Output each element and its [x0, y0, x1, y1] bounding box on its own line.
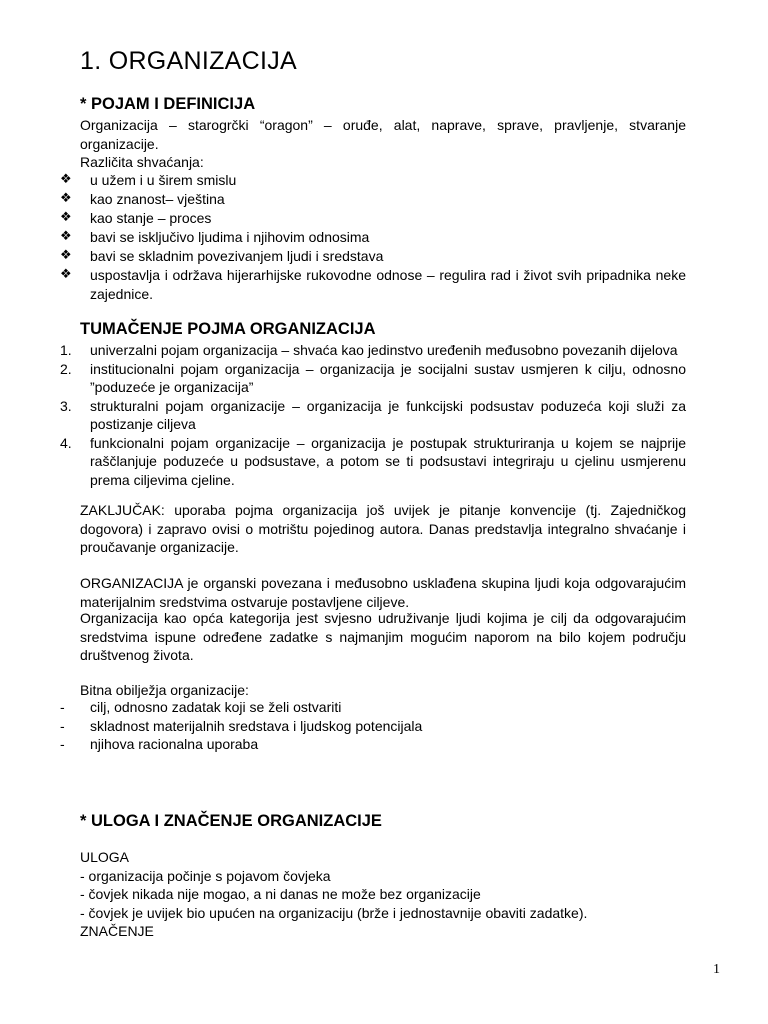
znacenje-label: ZNAČENJE	[80, 923, 154, 939]
section-heading-tumacenje: TUMAČENJE POJMA ORGANIZACIJA	[80, 320, 376, 338]
features-title: Bitna obilježja organizacije:	[80, 682, 249, 698]
diamond-bullet-icon: ❖	[60, 229, 72, 245]
uloga-line: - čovjek je uvijek bio upućen na organizaciju (brže i jednostavnije obaviti zadatke).	[80, 904, 588, 921]
uloga-label: ULOGA	[80, 849, 130, 865]
subheading-shvacanja: Različita shvaćanja:	[80, 154, 204, 170]
list-item: 2. institucionalni pojam organizacija – organizacija je socijalni sustav usmjeren k cilju, odnosno ”poduzeće je organizacija”	[60, 360, 686, 395]
shvacanja-list	[60, 171, 686, 304]
list-item: 4. funkcionalni pojam organizacije – organizacija je postupak strukturiranja u kojem se najprije raščlanjuje poduzeće u podsustave, a potom se ti podsustavi integriraju u cjelinu usmjerenu prema ciljevima cjeline.	[60, 434, 686, 488]
list-item: 3. strukturalni pojam organizacije – organizacija je funkcijski podsustav poduzeća koji služi za postizanje ciljeva	[60, 397, 686, 432]
list-item: - skladnost materijalnih sredstava i ljudskog potencijala	[60, 717, 423, 734]
list-item: ❖ kao znanost– vještina	[60, 191, 225, 208]
intro-paragraph: Organizacija – starogrčki “oragon” – oruđe, alat, naprave, sprave, pravljenje, stvaranje organizacije.	[80, 117, 686, 152]
diamond-bullet-icon: ❖	[60, 191, 72, 207]
list-item: ❖ kao stanje – proces	[60, 210, 212, 227]
diamond-bullet-icon: ❖	[60, 248, 72, 264]
list-item: - cilj, odnosno zadatak koji se želi ostvariti	[60, 699, 342, 715]
list-item: ❖ u užem i u širem smislu	[60, 172, 237, 188]
uloga-line: - čovjek nikada nije mogao, a ni danas ne može bez organizacije	[80, 886, 481, 902]
list-item: ❖ bavi se isključivo ljudima i njihovim odnosima	[60, 229, 370, 246]
diamond-bullet-icon: ❖	[60, 172, 72, 187]
definition-paragraph-1: ORGANIZACIJA je organski povezana i međusobno usklađena skupina ljudi koja odgovarajućim materijalnim sredstvima ostvaruje postavljene ciljeve.	[80, 575, 686, 610]
list-item: ❖ bavi se skladnim povezivanjem ljudi i sredstava	[60, 248, 384, 265]
conclusion-paragraph: ZAKLJUČAK: uporaba pojma organizacija još uvijek je pitanje konvencije (tj. Zajedničkog dogovora) i zapravo ovisi o motrištu pojedinog autora. Danas predstavlja integralno shvaćanje i proučavanje organizacije.	[80, 502, 686, 555]
list-item: - njihova racionalna uporaba	[60, 736, 259, 752]
uloga-line: - organizacija počinje s pojavom čovjeka	[80, 867, 331, 884]
uloga-block	[80, 848, 700, 941]
section-heading-pojam: * POJAM I DEFINICIJA	[80, 95, 256, 113]
list-item: ❖ uspostavlja i održava hijerarhijske rukovodne odnose – regulira rad i život svih pripadnika neke zajednice.	[60, 267, 686, 302]
tumacenje-list	[60, 341, 686, 489]
section-heading-uloga: * ULOGA I ZNAČENJE ORGANIZACIJE	[80, 812, 382, 830]
list-item: 1. univerzalni pojam organizacija – shvaća kao jedinstvo uređenih međusobno povezanih dijelova	[60, 342, 678, 358]
features-list	[60, 698, 686, 754]
definition-paragraph-2: Organizacija kao opća kategorija jest svjesno udruživanje ljudi kojima je cilj da odgovarajućim sredstvima ispune određene zadatke s najmanjim mogućim naporom na bilo kojem području društvenog života.	[80, 610, 686, 663]
diamond-bullet-icon: ❖	[60, 210, 72, 226]
page-number: 1	[713, 962, 720, 977]
page-title: 1. ORGANIZACIJA	[80, 47, 298, 75]
diamond-bullet-icon: ❖	[60, 267, 72, 283]
